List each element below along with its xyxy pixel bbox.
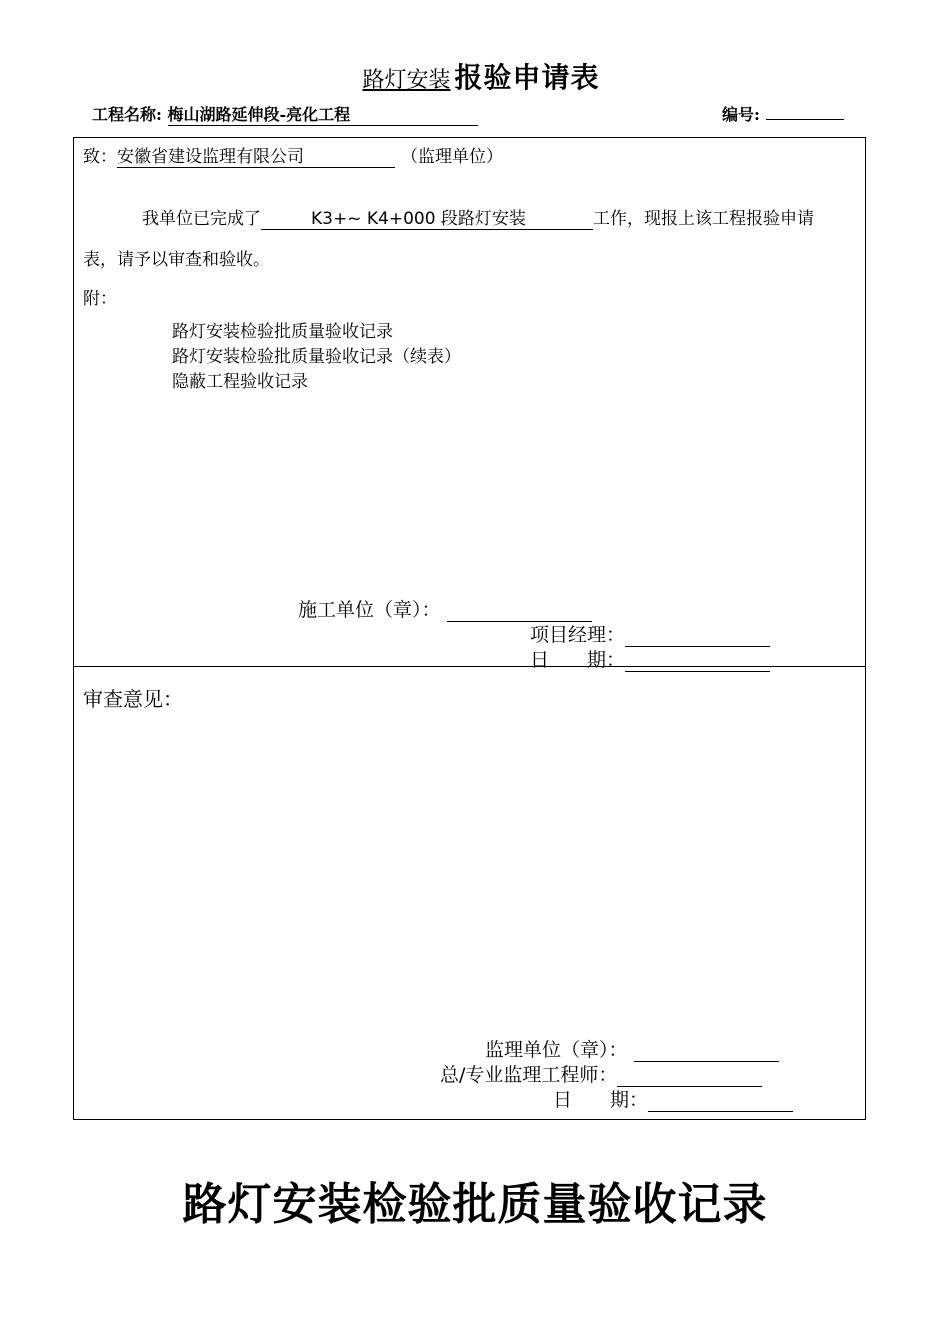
attachments-list [172,320,461,395]
project-name-text: 梅山湖路延伸段-亮化工程 [167,105,351,124]
project-manager-label: 项目经理： [530,624,626,646]
completion-statement [142,204,814,230]
application-date-field[interactable] [625,653,770,672]
work-item-field [261,204,593,230]
project-name-value [168,102,478,126]
form-number-label: 编号: [722,105,760,124]
addressee-company-text: 安徽省建设监理有限公司 [117,147,304,167]
statement-start: 我单位已完成了 [142,209,261,229]
form-number-row [722,102,844,125]
form-title-prefix: 路灯安装 [362,68,451,93]
form-number-field[interactable] [766,103,844,120]
attachment-item: 隐蔽工程验收记录 [172,372,308,392]
supervising-engineer-row [440,1060,762,1087]
application-date-row [530,645,770,672]
project-name-label: 工程名称: [92,105,162,124]
project-manager-row [530,620,770,647]
work-item-text: K3+~ K4+000 段路灯安装 [311,209,526,229]
addressee-label: 致： [83,147,117,167]
review-date-label: 日 期： [553,1089,649,1111]
addressee-suffix: （监理单位） [401,147,503,167]
statement-line-2: 表，请予以审查和验收。 [83,250,270,270]
contractor-seal-row [298,595,592,622]
contractor-seal-label: 施工单位（章）： [298,599,441,621]
review-date-field[interactable] [648,1093,793,1112]
project-name-row [92,102,478,126]
supervising-engineer-label: 总/专业监理工程师： [440,1064,618,1086]
next-section-title: 路灯安装检验批质量验收记录 [182,1179,768,1230]
attachment-item: 路灯安装检验批质量验收记录 [172,322,393,342]
supervisor-seal-row [485,1035,779,1062]
addressee-company [117,142,395,168]
supervisor-seal-label: 监理单位（章）： [485,1039,628,1061]
form-title [0,56,950,96]
attachments-label: 附： [83,289,117,309]
review-opinion-label: 审查意见： [83,687,183,711]
review-date-row [553,1085,793,1112]
statement-end: 工作，现报上该工程报验申请 [593,209,814,229]
form-title-main: 报验申请表 [454,61,600,94]
addressee-row [83,142,503,168]
attachment-item: 路灯安装检验批质量验收记录（续表） [172,347,461,367]
application-date-label: 日 期： [530,649,626,671]
